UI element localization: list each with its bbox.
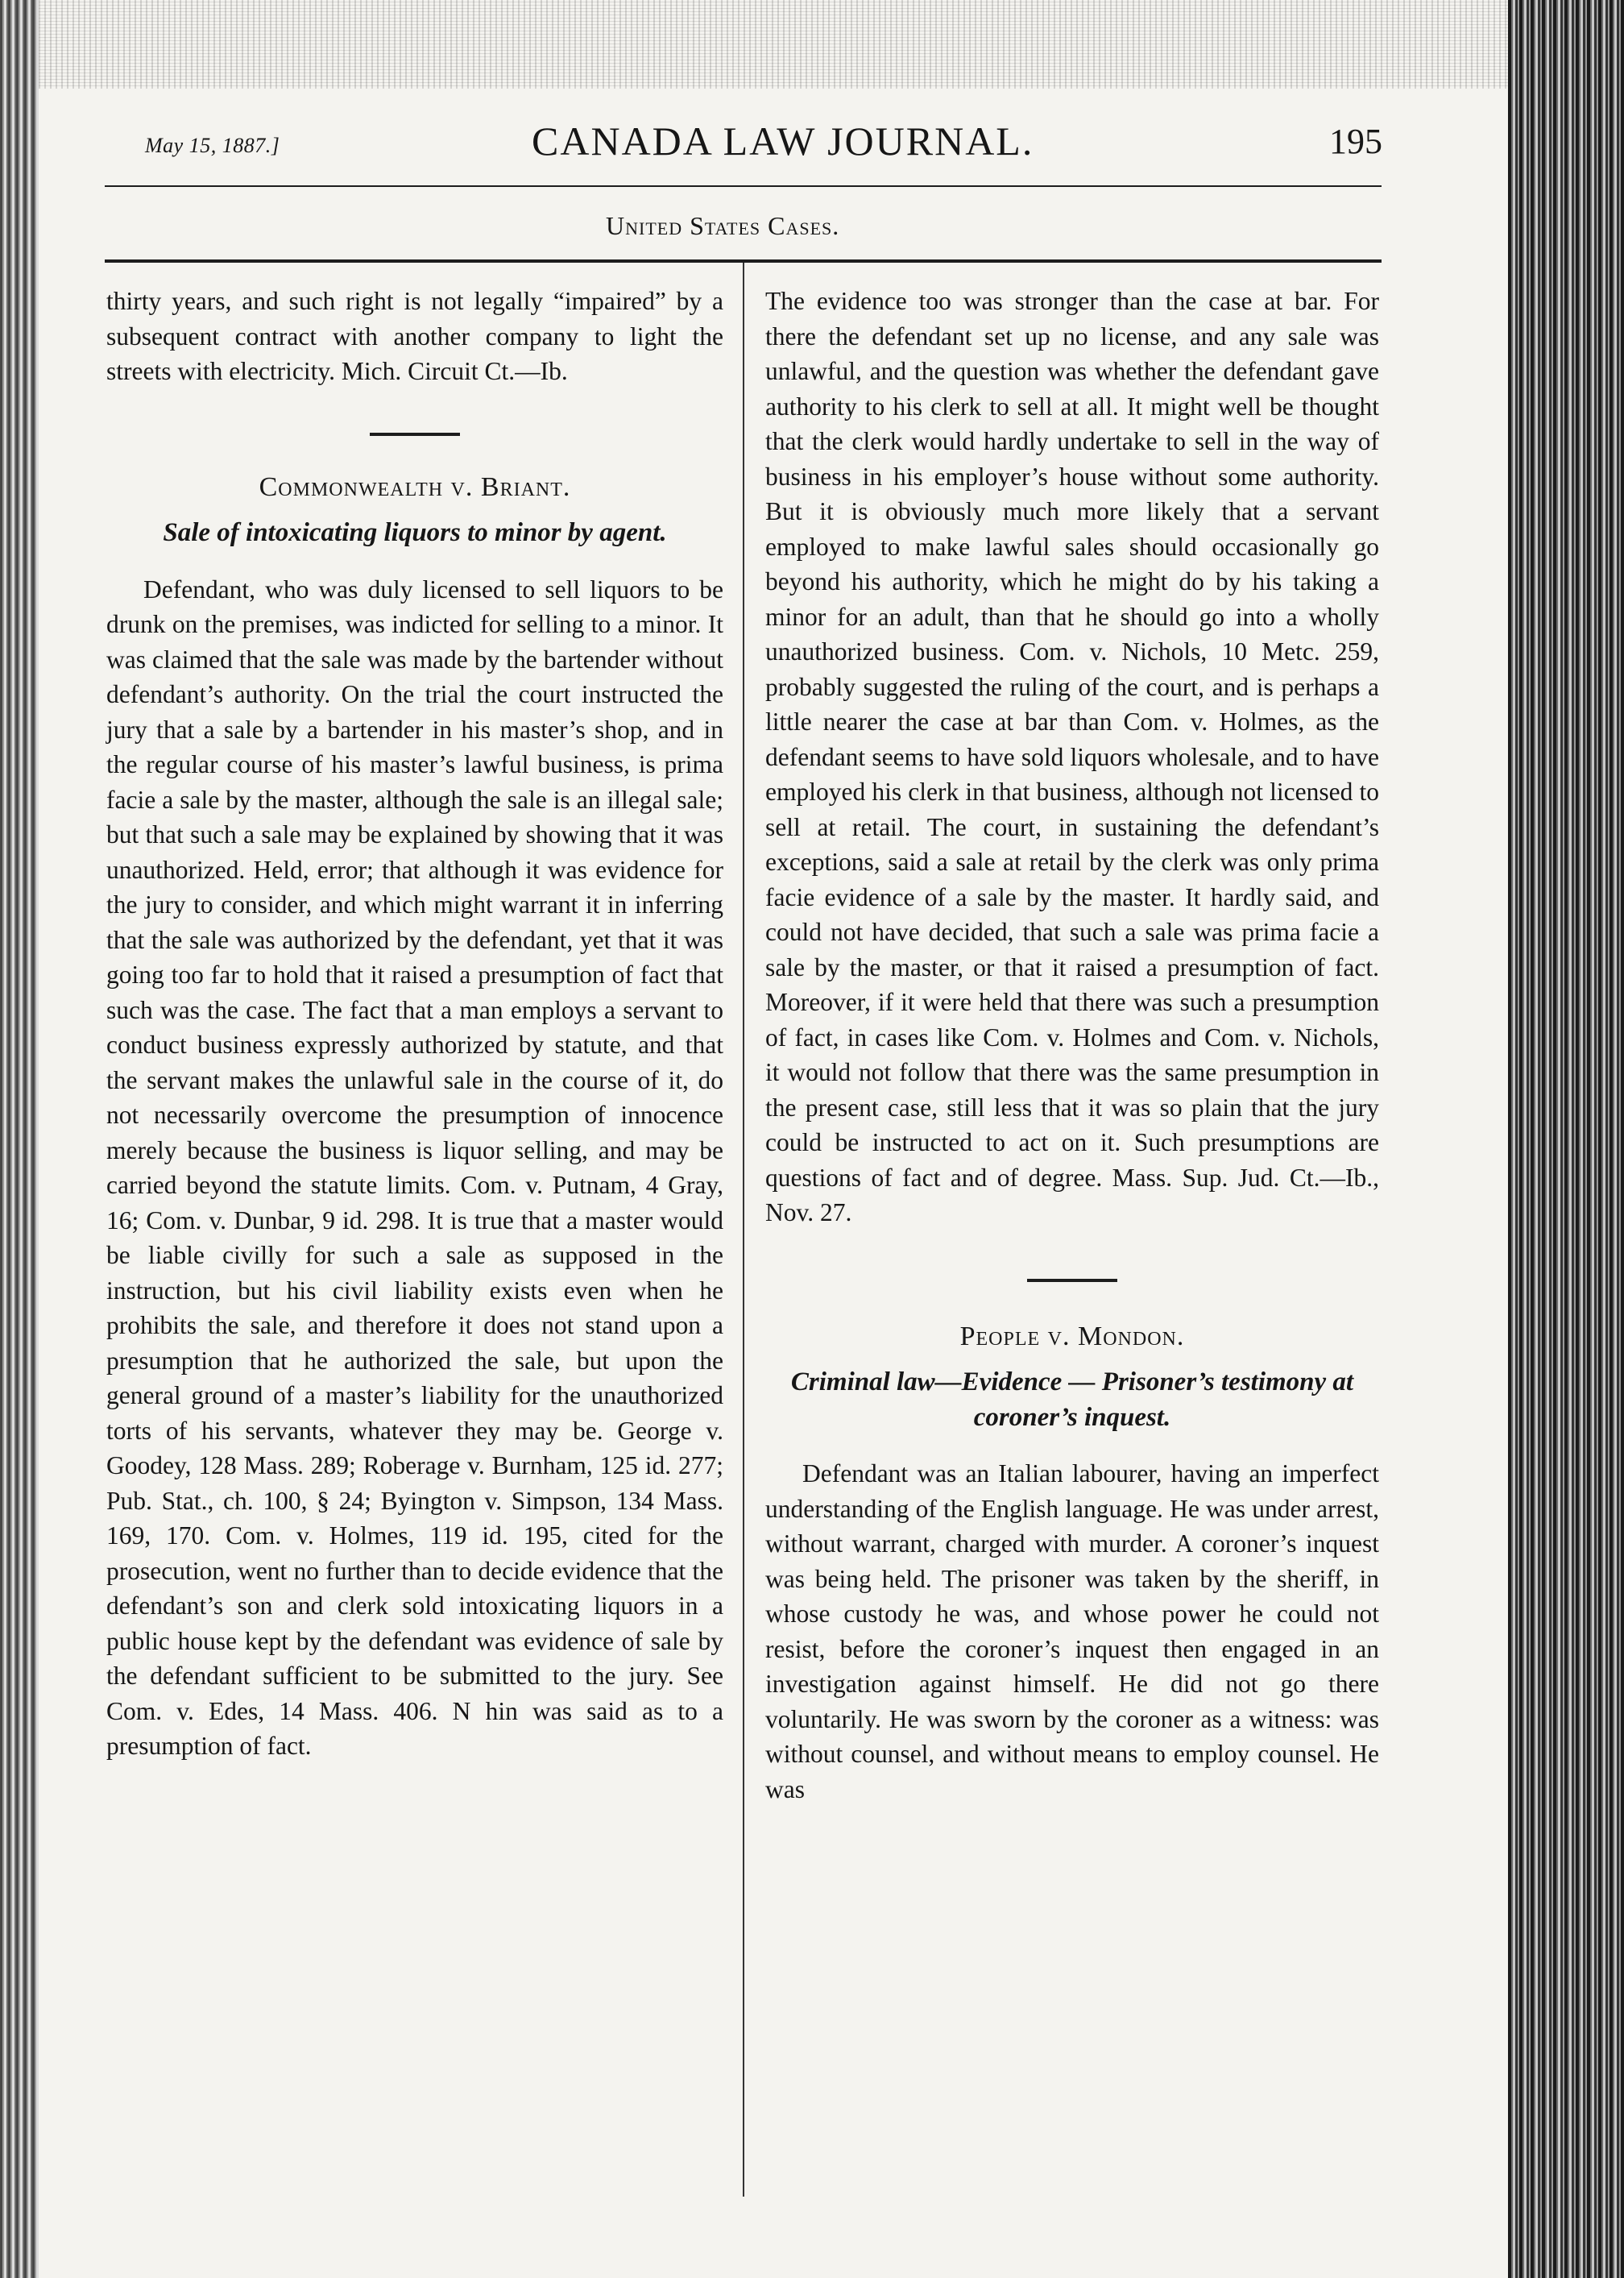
scan-binding-edge-left xyxy=(0,0,39,2278)
continued-paragraph: thirty years, and such right is not legally “impaired” by a subsequent contract with another company to light the streets with electricity. Mich. Circuit Ct.—Ib. xyxy=(106,287,723,385)
case-body: Defendant, who was duly licensed to sell liquors to be drunk on the premises, was indicted for selling to a minor. It was claimed that the sale was made by the bartender without defendant’s authority. On the trial the court instructed the jury that a sale by a bartender in his master’s shop, and in the regular course of his master’s lawful business, is prima facie a sale by the master, although the sale is an illegal sale; but that such a sale may be explained by showing that it was unauthorized. Held, error; that although it was evidence for the jury to consider, and which might warrant it in inferring that the sale was authorized by the defendant, yet that it was going too far to hold that it raised a presumption of fact that such was the case. The fact that a man employs a servant to conduct business expressly authorized by statute, and that the servant makes the unlawful sale in the course of it, do not necessarily overcome the presumption of innocence merely because the business is liquor selling, and may be carried beyond the statute limits. Com. v. Putnam, 4 Gray, 16; Com. v. Dunbar, 9 id. 298. It is true that a master would be liable civilly for such a sale as supposed in the instruction, but his civil liability exists even when he prohibits the sale, and therefore it does not stand upon a presumption that he authorized the sale, but upon the general ground of a master’s liability for the unauthorized torts of his servants, whatever they may be. George v. Goodey, 128 Mass. 289; Roberage v. Burnham, 125 id. 277; Pub. Stat., ch. 100, § 24; Byington v. Simpson, 134 Mass. 169, 170. Com. v. Holmes, 119 id. 195, cited for the prosecution, went no further than to decide evidence that the defendant’s son and clerk sold intoxicating liquors in a public house kept by the defendant was evidence of sale by the defendant sufficient to be submitted to the jury. See Com. v. Edes, 14 Mass. 406. N hin was said as to a presumption of fact. xyxy=(106,575,723,1760)
case-title: People v. Mondon. xyxy=(959,1321,1185,1351)
case-subtitle: Criminal law—Evidence — Prisoner’s testimony at coroner’s inquest. xyxy=(790,1367,1354,1432)
case-separator xyxy=(370,433,460,436)
scan-binding-edge-right xyxy=(1508,0,1624,2278)
running-head: United States Cases. xyxy=(606,211,840,240)
case-separator xyxy=(1027,1279,1117,1282)
continued-paragraph: The evidence too was stronger than the case at bar. For there the defendant set up no license, and any sale was unlawful, and the question was whether the defendant gave authority to his clerk to sell at all. It might well be thought that the clerk would hardly undertake to sell in the way of business in his employer’s house without some authority. But it is obviously much more likely that a servant employed to make lawful sales should occasionally go beyond his authority, which he might do by his taking a minor for an adult, than that he should go into a wholly unauthorized business. Com. v. Nichols, 10 Metc. 259, probably suggested the ruling of the court, and is perhaps a little nearer the case at bar than Com. v. Holmes, as the defendant seems to have sold liquors wholesale, and to have employed his clerk in that business, although not licensed to sell at retail. The court, in sustaining the defendant’s exceptions, said a sale at retail by the clerk was only prima facie evidence of a sale by the master. It hardly said, and could not have decided, that such a sale was prima facie a sale by the master, or that it raised a presumption of fact. Moreover, if it were held that there was such a presumption of fact, in cases like Com. v. Holmes and Com. v. Nichols, it would not follow that there was the same presumption in the present case, still less that it was so plain that the jury could be instructed to act on it. Such presumptions are questions of fact and of degree. Mass. Sup. Jud. Ct.—Ib., Nov. 27. xyxy=(765,287,1379,1226)
right-column xyxy=(765,284,1379,1807)
case-subtitle: Sale of intoxicating liquors to minor by agent. xyxy=(163,518,667,547)
issue-date: May 15, 1887.] xyxy=(145,134,280,157)
scan-noise-top xyxy=(39,0,1508,89)
header-rule xyxy=(105,185,1382,187)
case-title: Commonwealth v. Briant. xyxy=(259,471,571,502)
case-body: Defendant was an Italian labourer, having an imperfect understanding of the English language. He was under arrest, without warrant, charged with murder. A coroner’s inquest was being held. The prisoner was taken by the sheriff, in whose custody he was, and whose power he could not resist, before the coroner’s inquest then engaged in an investigation against himself. He did not go there voluntarily. He was sworn by the coroner as a witness: was without counsel, and without means to employ counsel. He was xyxy=(765,1459,1379,1803)
journal-title: CANADA LAW JOURNAL. xyxy=(532,118,1034,164)
page-number: 195 xyxy=(1329,122,1382,161)
column-divider xyxy=(743,263,744,2197)
left-column xyxy=(106,284,723,1764)
